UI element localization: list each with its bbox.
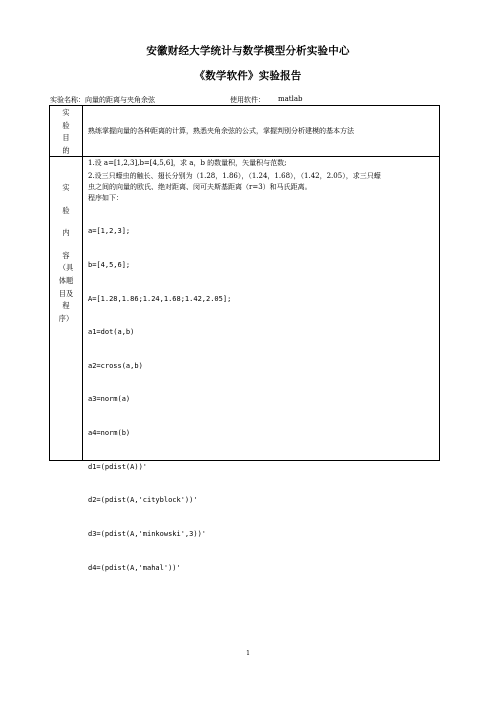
purpose-label: [50, 107, 82, 157]
code-block: [88, 204, 435, 596]
content-label-char: （具: [58, 263, 74, 273]
purpose-label-char: 验: [62, 120, 70, 130]
content-label-char: 实: [62, 183, 70, 192]
report-title: 《数学软件》实验报告: [194, 70, 302, 82]
program-intro: 程序如下：: [88, 194, 123, 202]
code-line: d2=(pdist(A,'cityblock'))': [88, 496, 198, 505]
task-2-line-1: 2.设三只蠓虫的触长、翅长分别为（1.28，1.86），（1.24，1.68），（1.42，2.05），求三只蠓: [88, 172, 381, 180]
purpose-label-char: 目: [62, 133, 70, 143]
content-label-char: 内: [62, 228, 70, 238]
code-line: a=[1,2,3];: [88, 227, 131, 236]
code-line: a2=cross(a,b): [88, 361, 143, 370]
content-label-char: 目及: [58, 288, 74, 298]
center-title: 安徽财经大学统计与数学模型分析实验中心: [146, 45, 350, 57]
content-label-char: 体题: [58, 275, 74, 285]
code-line: a3=norm(a): [88, 395, 131, 404]
task-2-line-2: 虫之间的向量的欧氏、绝对距离、闵可夫斯基距离（r=3）和马氏距离。: [88, 183, 312, 191]
row-divider: [50, 156, 439, 157]
column-divider: [82, 106, 83, 460]
code-line: d1=(pdist(A))': [88, 462, 148, 471]
code-line: b=[4,5,6];: [88, 261, 131, 270]
software-label: 使用软件：: [230, 96, 265, 104]
content-body: [88, 158, 435, 596]
experiment-meta: [50, 95, 303, 105]
code-line: d4=(pdist(A,'mahal'))': [88, 563, 181, 572]
task-1: 1.设 a=[1,2,3],b=[4,5,6]，求 a，b 的数量积，矢量积与范数;: [88, 159, 287, 167]
purpose-label-char: 的: [62, 145, 70, 155]
code-line: a1=dot(a,b): [88, 328, 135, 337]
purpose-text: 熟练掌握向量的各种距离的计算，熟悉夹角余弦的公式，掌握判别分析建模的基本方法: [88, 127, 354, 135]
code-line: d3=(pdist(A,'minkowski',3))': [88, 529, 207, 538]
code-line: A=[1.28,1.86;1.24,1.68;1.42,2.05];: [88, 294, 232, 303]
experiment-name: 实验名称：向量的距离与夹角余弦: [50, 96, 155, 104]
content-label-char: 容: [62, 250, 70, 260]
page-number: 1: [246, 650, 250, 657]
content-label-char: 验: [62, 205, 70, 215]
purpose-label-char: 实: [62, 108, 70, 117]
software-value: matlab: [278, 95, 303, 103]
content-label: [50, 182, 82, 325]
code-line: a4=norm(b): [88, 429, 131, 438]
report-table: [49, 105, 440, 572]
content-label-char: 程: [62, 301, 70, 311]
content-label-char: 序）: [58, 313, 74, 323]
